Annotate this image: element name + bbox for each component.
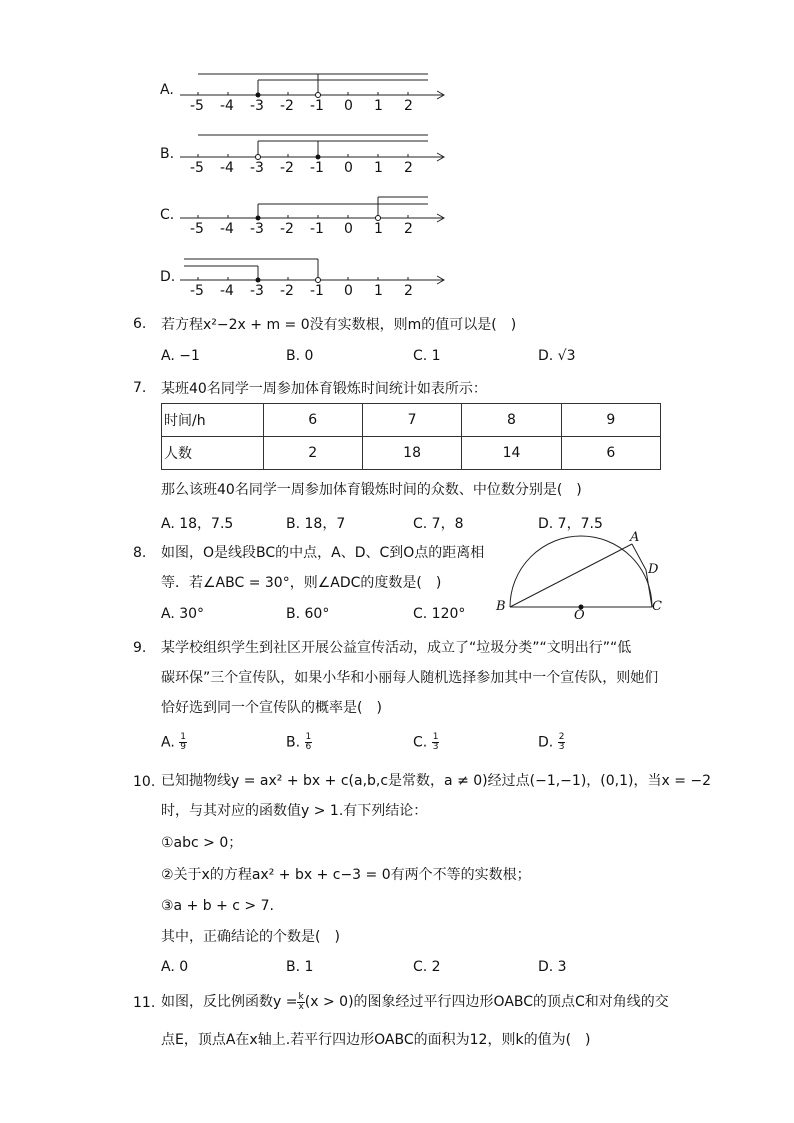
conclusion-3: ③a + b + c > 7. <box>161 898 274 914</box>
question-text-line3: 恰好选到同一个宣传队的概率是( ) <box>161 700 382 716</box>
question-number: 6. <box>133 316 147 332</box>
option-b: B. 18，7 <box>286 516 346 532</box>
question-text-line1: 已知抛物线y = ax² + bx + c(a,b,c是常数，a ≠ 0)经过点(−1,−1)，(0,1)，当x = −2 <box>161 773 712 789</box>
label-o: O <box>574 608 585 623</box>
option-a: A. −1 <box>161 348 200 364</box>
table-cell: 人数 <box>162 437 264 470</box>
question-number: 9. <box>133 640 147 656</box>
table-cell: 2 <box>263 437 362 470</box>
question-text-line2: 碳环保”三个宣传队，如果小华和小丽每人随机选择参加其中一个宣传队，则她们 <box>161 670 659 686</box>
stats-table <box>161 403 661 470</box>
option-b: B. 0 <box>286 348 314 364</box>
table-cell: 9 <box>561 404 660 437</box>
question-text-line1: 某学校组织学生到社区开展公益宣传活动，成立了“垃圾分类”“文明出行”“低 <box>161 640 632 656</box>
question-prompt: 其中，正确结论的个数是( ) <box>161 929 340 945</box>
chord-ba <box>510 544 632 607</box>
label-d: D <box>648 562 659 577</box>
option-c: C. 2 <box>413 959 441 975</box>
tick-labels: -5 -4 -3 -2 -1 0 1 2 <box>190 98 413 114</box>
question-text-line2: 时，与其对应的函数值y > 1.有下列结论： <box>161 803 428 819</box>
question-number: 10. <box>133 774 156 790</box>
option-c: C. 1 <box>413 348 441 364</box>
question-number: 11. <box>133 995 156 1011</box>
semicircle-figure <box>496 526 666 626</box>
table-cell: 7 <box>362 404 461 437</box>
conclusion-1: ①abc > 0； <box>161 835 243 851</box>
question-text-line1: 如图，O是线段BC的中点，A、D、C到O点的距离相 <box>161 545 485 561</box>
option-b: B. 1 <box>286 959 314 975</box>
option-d: D. √3 <box>538 348 576 364</box>
option-c: C. 120° <box>413 606 466 622</box>
tick-labels: -5 -4 -3 -2 -1 0 1 2 <box>190 283 413 299</box>
table-cell: 18 <box>362 437 461 470</box>
table-cell: 8 <box>462 404 561 437</box>
question-followup: 那么该班40名同学一周参加体育锻炼时间的众数、中位数分别是( ) <box>161 482 582 498</box>
open-point <box>316 278 321 283</box>
solid-point <box>256 216 261 221</box>
option-d: D. 3 <box>538 959 567 975</box>
option-a: A. $\frac{1}{9}$ <box>161 732 186 752</box>
table-cell: 14 <box>462 437 561 470</box>
tick-labels: -5 -4 -3 -2 -1 0 1 2 <box>190 221 413 237</box>
option-b: B. $\frac{1}{6}$ <box>286 732 312 752</box>
label-b: B <box>496 599 506 614</box>
table-cell: 6 <box>561 437 660 470</box>
open-point <box>376 216 381 221</box>
open-point <box>256 155 261 160</box>
solid-point <box>256 93 261 98</box>
table-row <box>162 404 661 437</box>
option-a: A. 0 <box>161 959 189 975</box>
numberline-label: D. <box>160 269 176 285</box>
question-number: 8. <box>133 545 147 561</box>
conclusion-2: ②关于x的方程ax² + bx + c−3 = 0有两个不等的实数根； <box>161 867 531 883</box>
label-c: C <box>652 599 662 614</box>
question-number: 7. <box>133 380 147 396</box>
tick-labels: -5 -4 -3 -2 -1 0 1 2 <box>190 160 413 176</box>
question-text: 某班40名同学一周参加体育锻炼时间统计如表所示： <box>161 381 487 397</box>
question-text-line2: 点E，顶点A在x轴上.若平行四边形OABC的面积为12，则k的值为( ) <box>161 1032 591 1048</box>
option-c: C. $\frac{1}{3}$ <box>413 732 439 752</box>
table-cell: 时间/h <box>162 404 264 437</box>
option-d: D. $\frac{2}{3}$ <box>538 732 565 752</box>
numberline-label: A. <box>160 82 174 98</box>
solid-point <box>316 155 321 160</box>
question-text-line1: 如图，反比例函数y = $\frac{k}{x}$ (x > 0)的图象经过平行四边形OABC的顶点C和对角线的交 <box>161 991 669 1012</box>
label-a: A <box>630 530 640 545</box>
numberline-label: B. <box>160 146 175 162</box>
option-a: A. 30° <box>161 606 205 622</box>
table-cell: 6 <box>263 404 362 437</box>
question-text: 若方程x²−2x + m = 0没有实数根，则m的值可以是( ) <box>161 317 517 333</box>
option-c: C. 7，8 <box>413 516 464 532</box>
option-a: A. 18，7.5 <box>161 516 234 532</box>
open-point <box>316 93 321 98</box>
table-row <box>162 437 661 470</box>
numberline-label: C. <box>160 207 175 223</box>
solid-point <box>256 278 261 283</box>
question-text-line2: 等．若∠ABC = 30°，则∠ADC的度数是( ) <box>161 575 442 591</box>
option-b: B. 60° <box>286 606 330 622</box>
option-d: D. 7，7.5 <box>538 516 603 532</box>
